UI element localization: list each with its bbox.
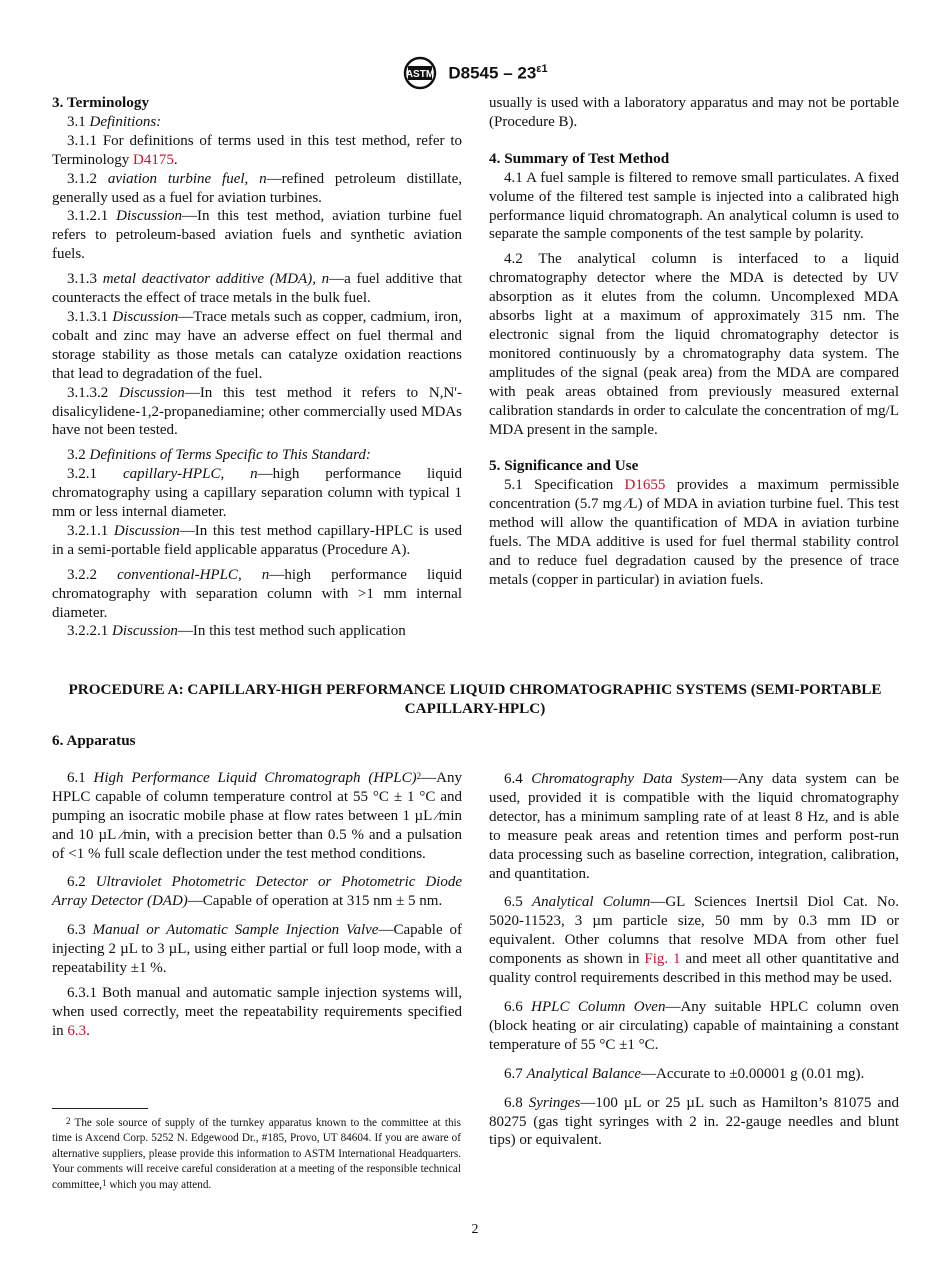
para-3-1-2: 3.1.2 aviation turbine fuel, n—refined petroleum distillate, generally used as a fuel for aviation turbines. xyxy=(52,170,462,206)
link-d1655[interactable]: D1655 xyxy=(624,477,666,494)
para-3-1-3-1: 3.1.3.1 Discussion—Trace metals such as copper, cadmium, iron, cobalt and zinc may have an adverse effect on fuel thermal and storage stability as those metals can catalyze oxidation reactions that lead to degradation of the fuel. xyxy=(52,308,462,382)
para-3-2-2: 3.2.2 conventional-HPLC, n—high performance liquid chromatography with separation column with >1 mm internal diameter. xyxy=(52,566,462,621)
astm-logo-icon xyxy=(402,56,438,90)
para-6-3: 6.3 Manual or Automatic Sample Injection Valve—Capable of injecting 2 µL to 3 µL, using either partial or full loop mode, with a repeatability ±1 %. xyxy=(52,922,463,977)
para-3-2-1: 3.2.1 capillary-HPLC, n—high performance liquid chromatography using a capillary separation column with typical 1 mm or less internal diameter. xyxy=(52,466,463,521)
para-3-2-1-1: 3.2.1.1 Discussion—In this test method capillary-HPLC is used in a semi-portable field applicable apparatus (Procedure A). xyxy=(52,522,462,558)
para-6-1: 6.1 High Performance Liquid Chromatograph (HPLC)$^2$—Any HPLC capable of column temperature control at 55 °C ± 1 °C and pumping an isocratic mobile phase at flow rates between 1 µL ⁄min and 10 µL ⁄min, with a precision better than 0.5 % and a pulsation of <1 % full scale deflection under the test method conditions. xyxy=(52,769,462,862)
para-6-4: 6.4 Chromatography Data System—Any data system can be used, provided it is compatible with the liquid chromatography detector, has a minimum sampling rate of at least 8 Hz, and is able to measure peak areas and retention times and perform post-run data processing such as baseline correction, integration, calibration, and quantitation. xyxy=(489,771,899,882)
section-5-heading: 5. Significance and Use xyxy=(489,457,639,475)
page-header xyxy=(0,56,950,90)
para-5-1: 5.1 Specification D1655 provides a maximum permissible concentration (5.7 mg ⁄L) of MDA in aviation turbine fuel. This test method will allow the quantification of MDA in aviation turbine fuels. The MDA additive is used for fuel thermal stability control and to reduce fuel degradation caused by the presence of trace metals (copper in particular) in aviation fuels. xyxy=(489,477,899,588)
left-column-bottom xyxy=(52,732,462,1041)
page-number: 2 xyxy=(471,1222,479,1237)
link-d4175[interactable]: D4175 xyxy=(133,151,174,168)
link-fig-1[interactable]: Fig. 1 xyxy=(644,951,681,968)
para-3-2-2-1: 3.2.2.1 Discussion—In this test method such application xyxy=(67,623,406,640)
section-6-heading: 6. Apparatus xyxy=(52,732,136,749)
para-6-8: 6.8 Syringes—100 µL or 25 µL such as Hamilton’s 81075 and 80275 (gas tight syringes with 2 in. 22-gauge needles and blunt tips) or equivalent. xyxy=(489,1094,900,1149)
document-number: $D8545 - 23^{\varepsilon 1}$ xyxy=(448,62,548,83)
para-3-2-2-1-continued: usually is used with a laboratory apparatus and may not be portable (Procedure B). xyxy=(489,95,899,130)
para-4-2: 4.2 The analytical column is interfaced to a liquid chromatography detector where the MDA is detected by UV absorption as it elutes from the column. Uncomplexed MDA absorbs light at a maximum of approximately 315 nm. The electronic signal from the liquid chromatography detector is monitored continuously by a chromatography data system. The amplitudes of the signal (peak area) from the MDA are compared with peak areas obtained from previously measured external calibration standards in order to calculate the concentration of mg/L MDA present in the sample. xyxy=(489,251,899,438)
section-4-heading: 4. Summary of Test Method xyxy=(489,149,670,167)
para-6-7: 6.7 Analytical Balance—Accurate to ±0.00001 g (0.01 mg). xyxy=(504,1065,865,1082)
para-3-1-3-2: 3.1.3.2 Discussion—In this test method it refers to N,N'-disalicylidene-1,2-propanediamine; other commercially used MDAs have not been tested. xyxy=(52,384,463,439)
para-4-1: 4.1 A fuel sample is filtered to remove small particulates. A fixed volume of the filtered test sample is injected into a calibrated high performance liquid chromatograph. An analytical column is used to separate the sample components of the test sample by polarity. xyxy=(489,169,899,243)
right-column-top xyxy=(489,94,899,590)
section-3-heading: 3. Terminology xyxy=(52,94,150,111)
footnote-rule xyxy=(52,1108,148,1109)
para-6-6: 6.6 HPLC Column Oven—Any suitable HPLC column oven (block heating or air circulating) capable of maintaining a constant temperature of 55 °C ±1 °C. xyxy=(489,998,900,1053)
para-3-2: 3.2 Definitions of Terms Specific to This Standard: xyxy=(67,447,371,464)
para-6-2: 6.2 Ultraviolet Photometric Detector or Photometric Diode Array Detector (DAD)—Capable of operation at 315 nm ± 5 nm. xyxy=(52,874,463,910)
link-section-6-3[interactable]: 6.3 xyxy=(67,1022,87,1039)
right-column-bottom xyxy=(489,770,899,1150)
para-3-1: 3.1 Definitions: xyxy=(67,113,162,130)
para-3-1-3: 3.1.3 metal deactivator additive (MDA), n—a fuel additive that counteracts the effect of trace metals in the bulk fuel. xyxy=(52,271,463,307)
left-column-top xyxy=(52,94,462,641)
para-6-5: 6.5 Analytical Column—GL Sciences Inertsil Diol Cat. No. 5020-11523, 3 µm particle size, 50 mm by 0.3 mm ID or equivalent. Other columns that resolve MDA from other fuel components as shown in Fig. 1 and meet all other quantitative and quality control requirements described in this method may be used. xyxy=(489,894,900,987)
para-6-3-1: 6.3.1 Both manual and automatic sample injection systems will, when used correctly, meet the repeatability requirements specified in 6.3. xyxy=(52,984,463,1039)
footnote-2: $^2$ The sole source of supply of the turnkey apparatus known to the committee at this time is Axcend Corp. 5252 N. Edgewood Dr., #185, Provo, UT 84604. If you are aware of alternative suppliers, please provide this information to ASTM International Headquarters. Your comments will receive careful consideration at a meeting of the responsible technical committee,$^1$ which you may attend. xyxy=(52,1116,461,1191)
svg-text:ASTM: ASTM xyxy=(406,69,435,80)
para-3-1-1: 3.1.1 For definitions of terms used in this test method, refer to Terminology D4175. xyxy=(52,132,463,168)
procedure-a-title: PROCEDURE A: CAPILLARY-HIGH PERFORMANCE LIQUID CHROMATOGRAPHIC SYSTEMS (SEMI-PORTABLE CAPILLARY-HPLC) xyxy=(68,681,882,717)
para-3-1-2-1: 3.1.2.1 Discussion—In this test method, aviation turbine fuel refers to petroleum-based aviation fuels and synthetic aviation fuels. xyxy=(52,208,463,263)
